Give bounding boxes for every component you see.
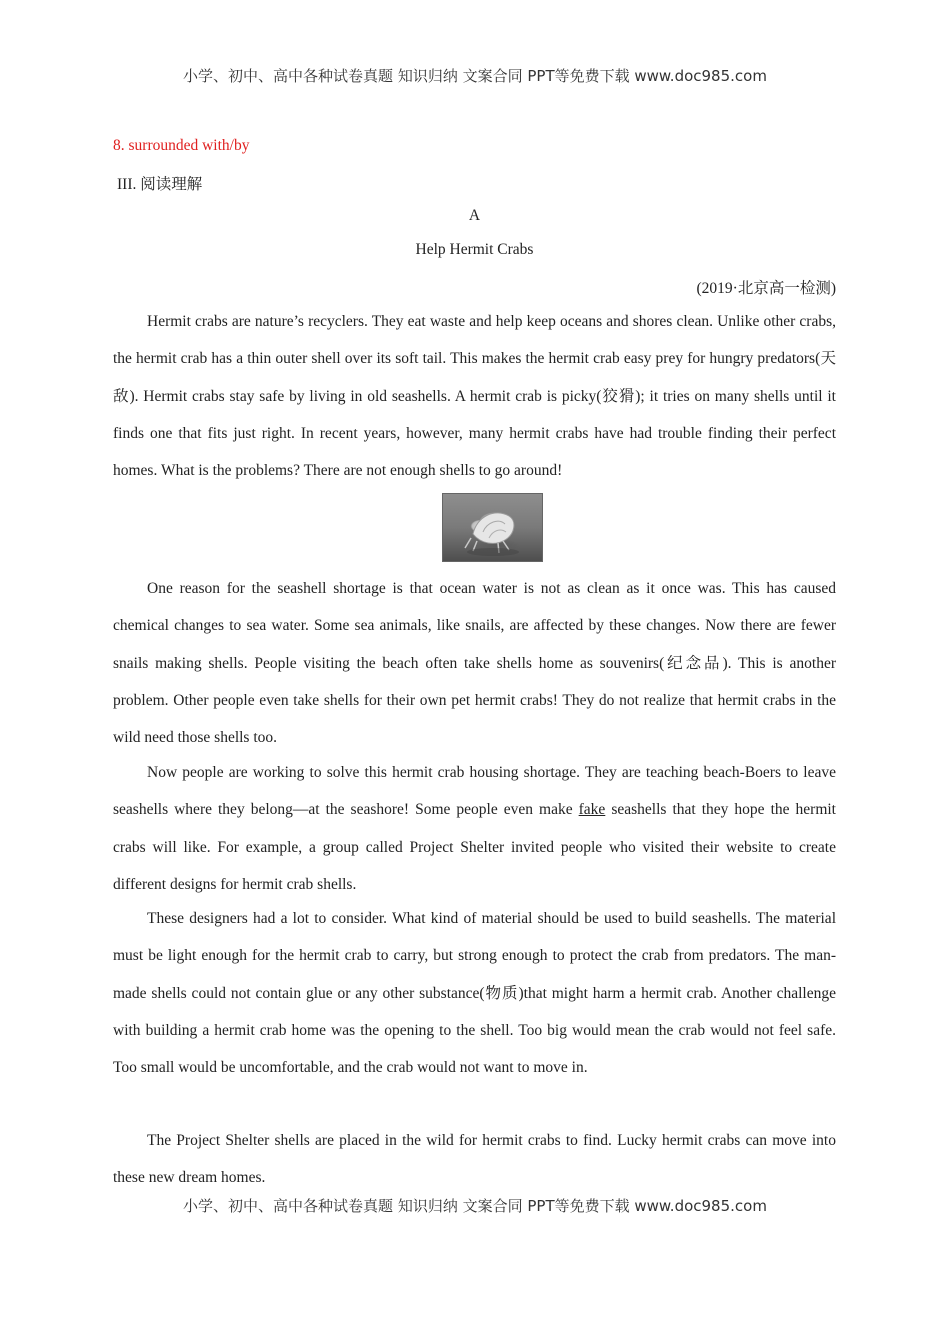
part-letter: A <box>468 207 481 224</box>
paragraph-3 <box>113 754 836 903</box>
page-footer: 小学、初中、高中各种试卷真题 知识归纳 文案合同 PPT等免费下载 www.doc985.com <box>183 1197 767 1215</box>
hermit-crab-photo <box>442 493 543 562</box>
article-title: Help Hermit Crabs <box>415 241 534 258</box>
paragraph-5: The Project Shelter shells are placed in the wild for hermit crabs to find. Lucky hermit crabs can move into these new dream homes. <box>113 1132 836 1187</box>
paragraph-3-text-a: Now people are working to solve this hermit crab housing shortage. They are teaching beach-Boers to leave seashells where they belong—at the seashore! Some people even make <box>113 764 836 819</box>
underlined-word-fake: fake <box>578 801 606 819</box>
seashell-icon <box>443 494 542 561</box>
answer-line: 8. surrounded with/by <box>113 137 250 154</box>
page-header: 小学、初中、高中各种试卷真题 知识归纳 文案合同 PPT等免费下载 www.doc985.com <box>183 67 767 85</box>
paragraph-2: One reason for the seashell shortage is that ocean water is not as clean as it once was. This has caused chemical changes to sea water. Some sea animals, like snails, are affected by these changes. Now there are fewer snails making shells. People visiting the beach often take shells home as souvenirs(纪念品). This is another problem. Other people even take shells for their own pet hermit crabs! They do not realize that hermit crabs in the wild need those shells too. <box>113 580 836 747</box>
paragraph-4: These designers had a lot to consider. What kind of material should be used to build seashells. The material must be light enough for the hermit crab to carry, but strong enough to protect the crab from predators. The man-made shells could not contain glue or any other substance(物质)that might harm a hermit crab. Another challenge with building a hermit crab home was the opening to the shell. Too big would mean the crab would not feel safe. Too small would be uncomfortable, and the crab would not want to move in. <box>113 910 836 1077</box>
paragraph-1: Hermit crabs are nature’s recyclers. They eat waste and help keep oceans and shores clean. Unlike other crabs, the hermit crab has a thin outer shell over its soft tail. This makes the hermit crab easy prey for hungry predators(天敌). Hermit crabs stay safe by living in old seashells. A hermit crab is picky(狡猾); it tries on many shells until it finds one that fits just right. In recent years, however, many hermit crabs have had trouble finding their perfect homes. What is the problems? There are not enough shells to go around! <box>113 313 836 480</box>
article-source: (2019·北京高一检测) <box>696 280 836 297</box>
section-heading: III. 阅读理解 <box>117 176 203 193</box>
paragraph-3-text-b: seashells that they hope the hermit crabs will like. For example, a group called Project Shelter invited people who visited their website to create different designs for hermit crab shells. <box>113 801 836 893</box>
